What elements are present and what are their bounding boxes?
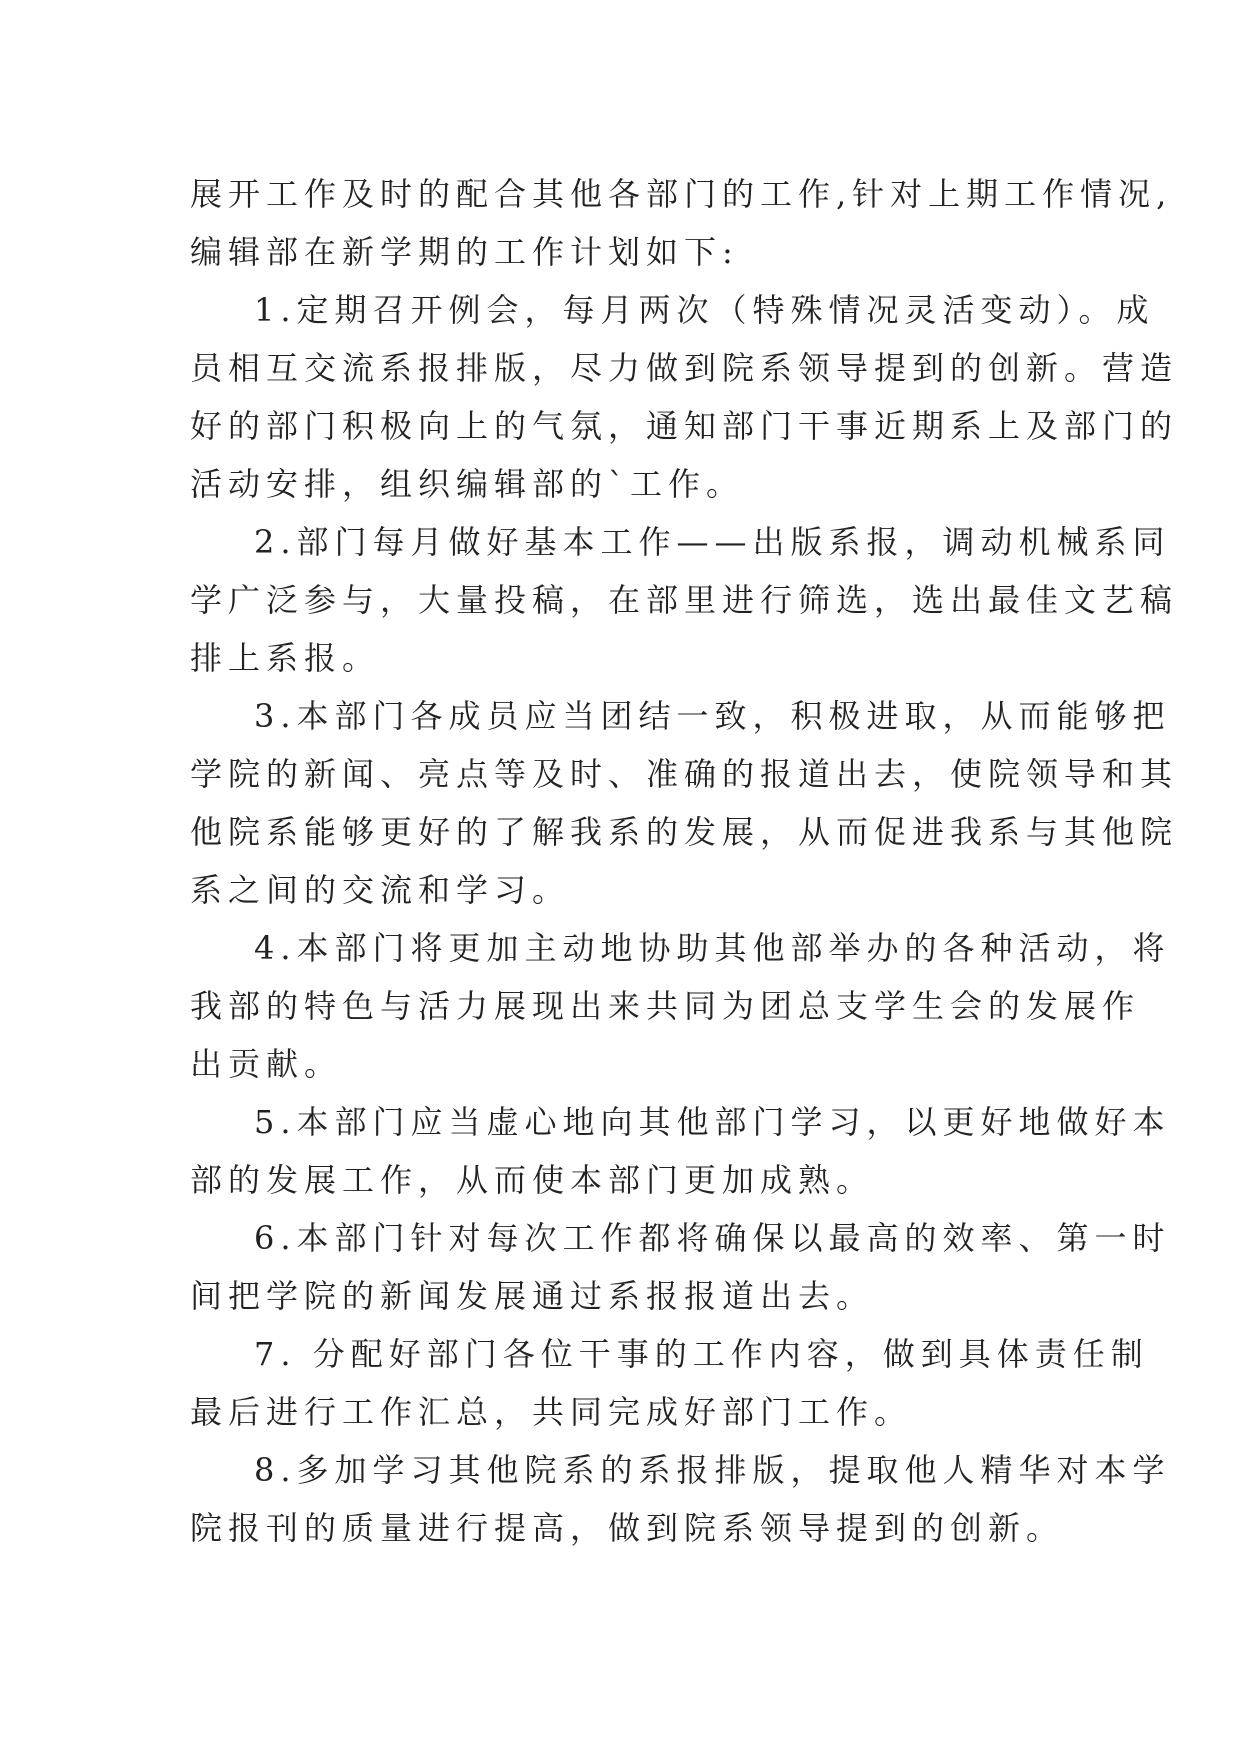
text-line: 系之间的交流和学习。 (190, 871, 571, 909)
text-line: 2.部门每月做好基本工作——出版系报，调动机械系同 (254, 523, 1171, 561)
plan-item-7 (190, 1325, 1149, 1441)
text-line: 展开工作及时的配合其他各部门的工作,针对上期工作情况, (190, 175, 1173, 213)
text-line: 7. 分配好部门各位干事的工作内容，做到具体责任制 (254, 1335, 1149, 1373)
text-line: 他院系能够更好的了解我系的发展，从而促进我系与其他院 (190, 813, 1179, 851)
text-line: 学广泛参与，大量投稿，在部里进行筛选，选出最佳文艺稿 (190, 581, 1179, 619)
plan-item-4 (190, 919, 1171, 1093)
text-line: 院报刊的质量进行提高，做到院系领导提到的创新。 (190, 1509, 1065, 1547)
text-line: 部的发展工作，从而使本部门更加成熟。 (190, 1161, 875, 1199)
text-line: 8.多加学习其他院系的系报排版，提取他人精华对本学 (254, 1451, 1171, 1489)
plan-item-2 (190, 513, 1179, 687)
plan-item-3 (190, 687, 1179, 919)
text-line: 出贡献。 (190, 1045, 343, 1083)
intro-paragraph (190, 165, 1173, 281)
text-line: 5.本部门应当虚心地向其他部门学习，以更好地做好本 (254, 1103, 1171, 1141)
document-body (190, 165, 1179, 1557)
text-line: 我部的特色与活力展现出来共同为团总支学生会的发展作 (190, 987, 1141, 1025)
text-line: 6.本部门针对每次工作都将确保以最高的效率、第一时 (254, 1219, 1171, 1257)
text-line: 最后进行工作汇总，共同完成好部门工作。 (190, 1393, 913, 1431)
plan-item-1 (190, 281, 1179, 513)
text-line: 学院的新闻、亮点等及时、准确的报道出去，使院领导和其 (190, 755, 1179, 793)
text-line: 间把学院的新闻发展通过系报报道出去。 (190, 1277, 875, 1315)
plan-item-5 (190, 1093, 1171, 1209)
text-line: 4.本部门将更加主动地协助其他部举办的各种活动，将 (254, 929, 1171, 967)
text-line: 活动安排，组织编辑部的`工作。 (190, 465, 745, 503)
text-line: 1.定期召开例会，每月两次（特殊情况灵活变动）。成 (254, 291, 1155, 329)
text-line: 员相互交流系报排版，尽力做到院系领导提到的创新。营造 (190, 349, 1179, 387)
text-line: 排上系报。 (190, 639, 381, 677)
text-line: 编辑部在新学期的工作计划如下: (190, 233, 739, 271)
text-line: 好的部门积极向上的气氛，通知部门干事近期系上及部门的 (190, 407, 1179, 445)
plan-item-8 (190, 1441, 1171, 1557)
plan-item-6 (190, 1209, 1171, 1325)
text-line: 3.本部门各成员应当团结一致，积极进取，从而能够把 (254, 697, 1171, 735)
